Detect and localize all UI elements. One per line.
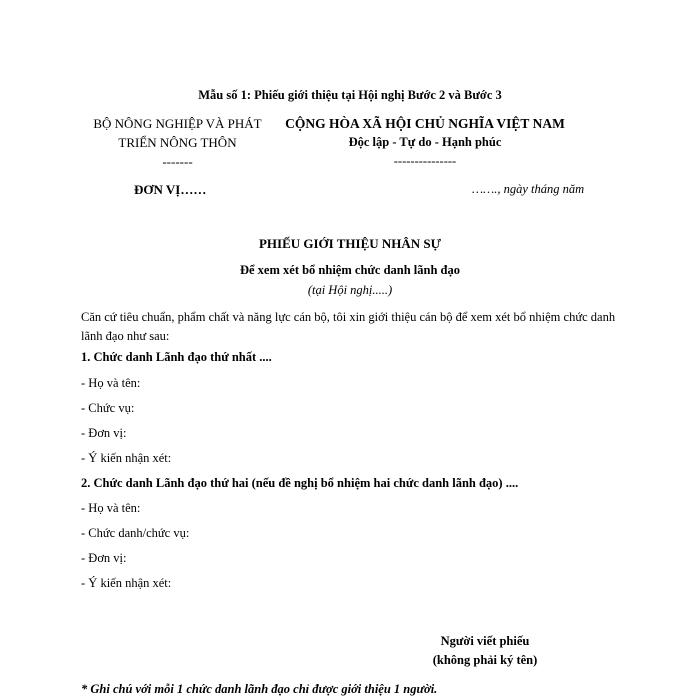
motto-divider: --------------- (393, 154, 457, 168)
meeting-note: (tại Hội nghị.....) (307, 283, 393, 297)
section1-field-comment: - Ý kiến nhận xét: (81, 451, 172, 465)
section1-field-unit: - Đơn vị: (81, 426, 127, 440)
section2-field-unit: - Đơn vị: (81, 551, 127, 565)
date-line: ……., ngày tháng năm (472, 182, 585, 196)
section2-field-comment: - Ý kiến nhận xét: (81, 576, 172, 590)
ministry-divider: ------- (162, 154, 193, 169)
section1-title: 1. Chức danh Lãnh đạo thứ nhất .... (81, 350, 272, 364)
document-subtitle: Để xem xét bổ nhiệm chức danh lãnh đạo (239, 263, 461, 277)
section1-field-name: - Họ và tên: (81, 376, 141, 390)
footnote: * Ghi chú với mỗi 1 chức danh lãnh đạo chỉ được giới thiệu 1 người. (81, 682, 438, 696)
signer-role: Người viết phiếu (440, 634, 530, 648)
section2-title: 2. Chức danh Lãnh đạo thứ hai (nếu đề nghị bổ nhiệm hai chức danh lãnh đạo) .... (81, 476, 519, 490)
signer-note: (không phải ký tên) (432, 653, 538, 667)
ministry-name-line2: TRIỂN NÔNG THÔN (118, 135, 237, 150)
unit-label: ĐƠN VỊ…… (134, 182, 207, 197)
nation-name: CỘNG HÒA XÃ HỘI CHỦ NGHĨA VIỆT NAM (285, 116, 565, 131)
intro-paragraph: Căn cứ tiêu chuẩn, phẩm chất và năng lực cán bộ, tôi xin giới thiệu cán bộ để xem xét bổ nhiệm chức danh lãnh đạo như sau: (81, 310, 616, 343)
ministry-name-line1: BỘ NÔNG NGHIỆP VÀ PHÁT (93, 116, 262, 131)
national-motto: Độc lập - Tự do - Hạnh phúc (348, 135, 502, 149)
signer-block (380, 632, 590, 670)
section2-field-position: - Chức danh/chức vụ: (81, 526, 190, 540)
form-code: Mẫu số 1: Phiếu giới thiệu tại Hội nghị Bước 2 và Bước 3 (198, 88, 502, 102)
document-title: PHIẾU GIỚI THIỆU NHÂN SỰ (258, 236, 442, 251)
ministry-header (70, 114, 285, 171)
national-header (270, 114, 580, 171)
section1-field-position: - Chức vụ: (81, 401, 135, 415)
section2-field-name: - Họ và tên: (81, 501, 141, 515)
